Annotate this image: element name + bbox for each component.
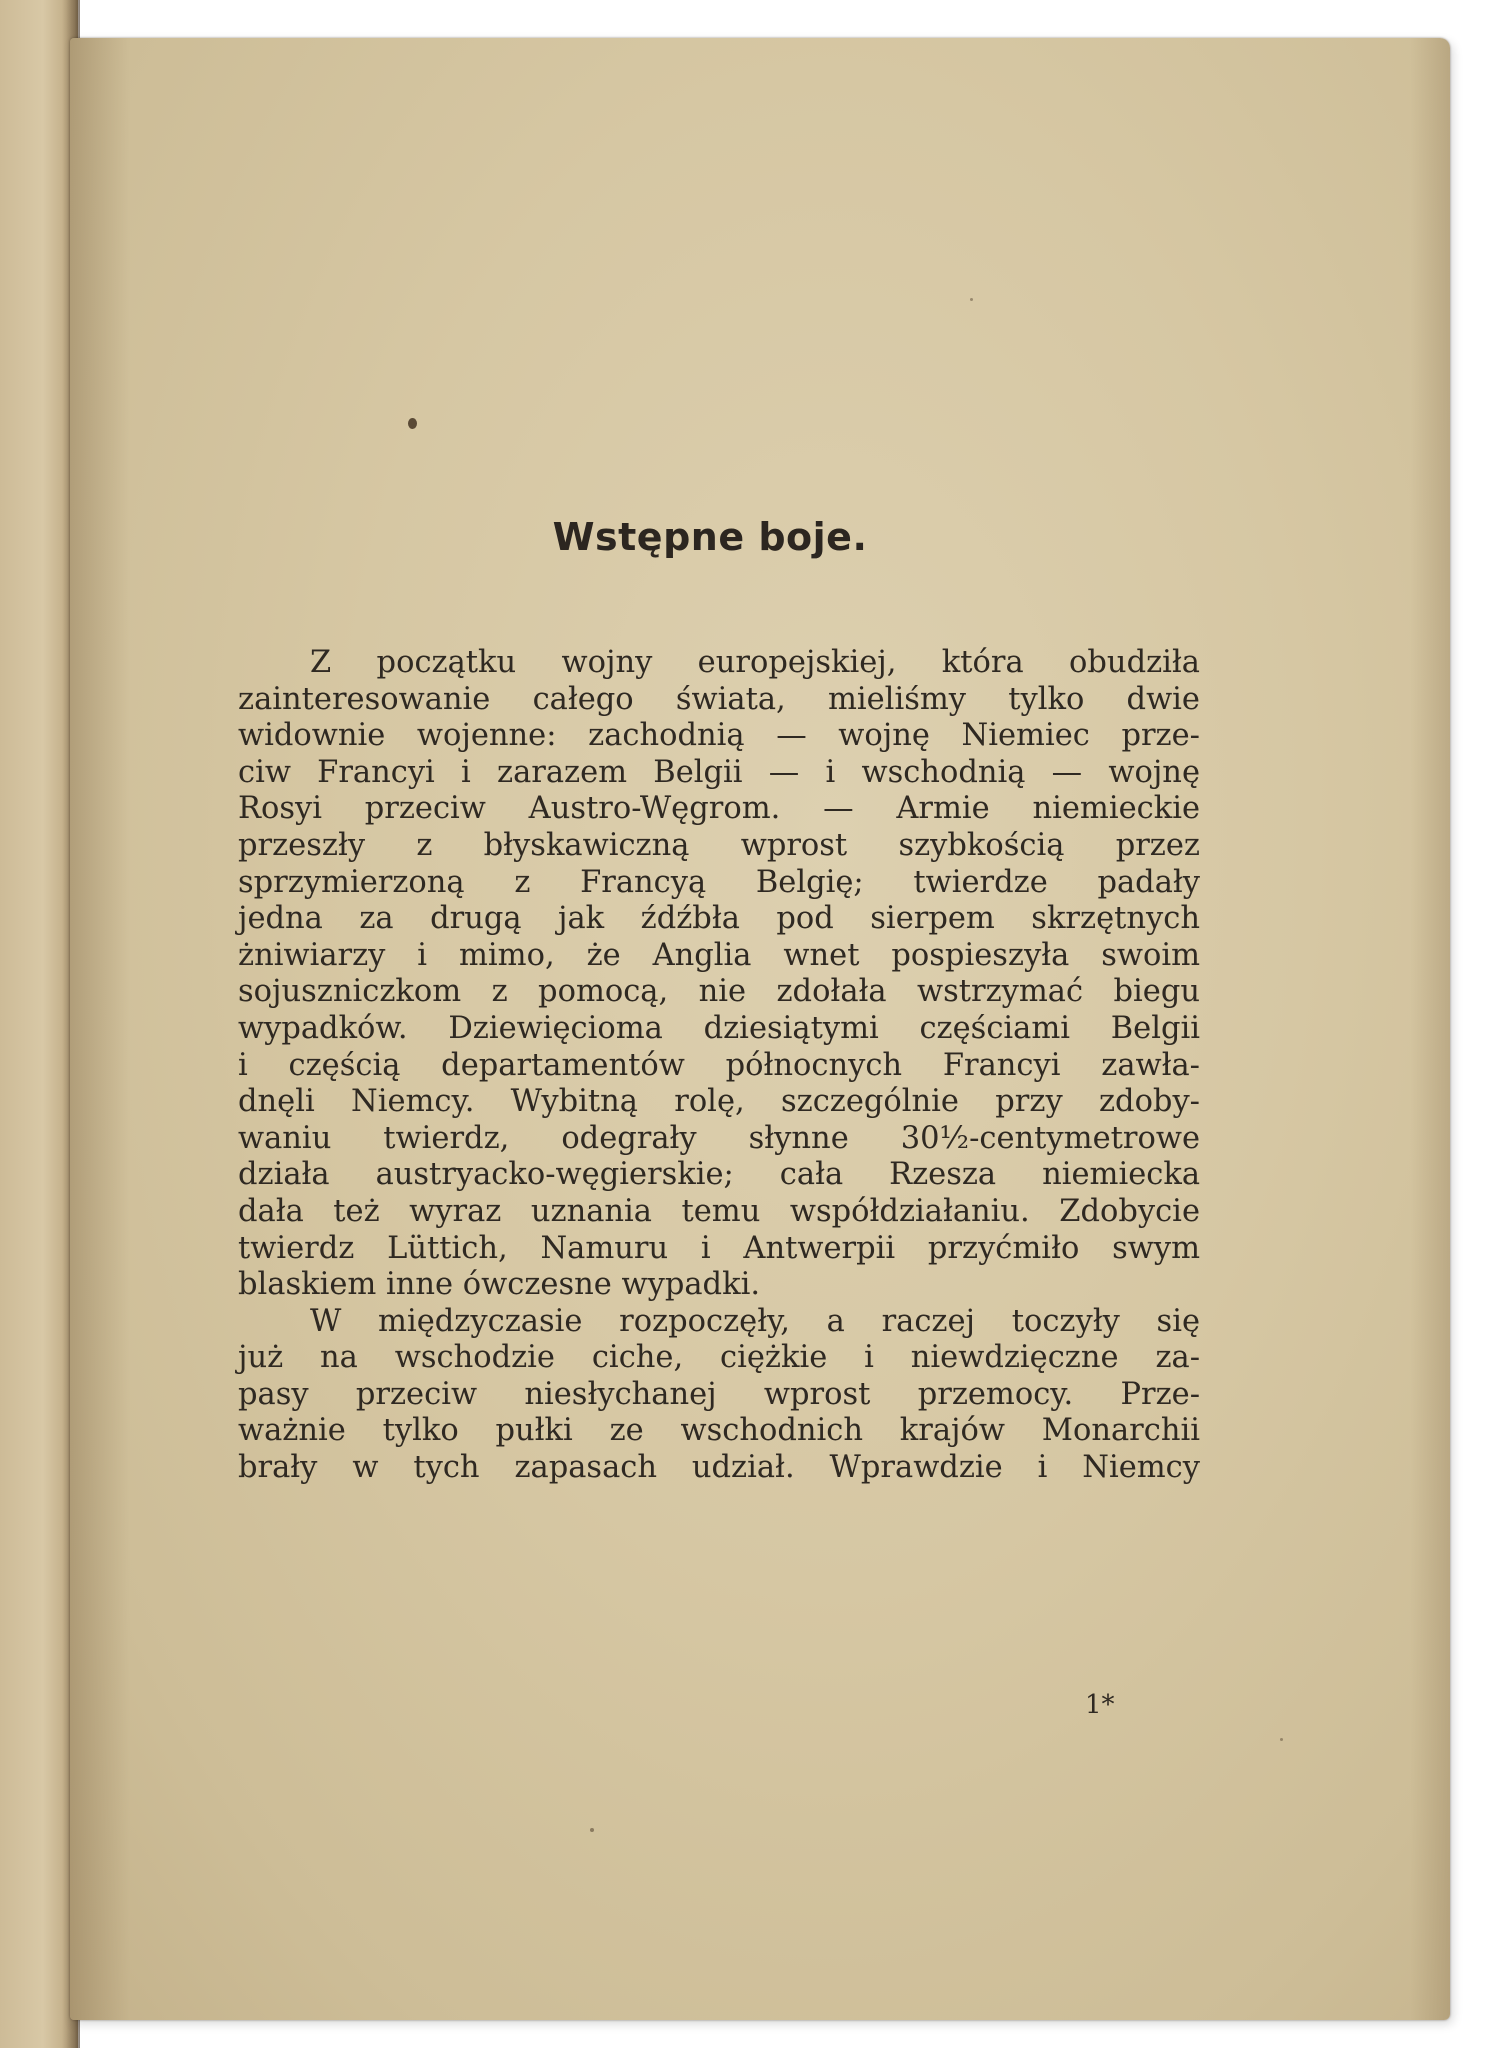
text-line: ważnie tylko pułki ze wschodnich krajów Monarchii	[238, 1413, 1200, 1449]
text-line: brały w tych zapasach udział. Wprawdzie i Niemcy	[238, 1450, 1200, 1486]
paper-speck	[970, 298, 973, 301]
text-line: jedna za drugą jak źdźbła pod sierpem skrzętnych	[238, 901, 1200, 937]
text-line: i częścią departamentów północnych Francyi zawła-	[238, 1047, 1200, 1083]
text-line: widownie wojenne: zachodnią — wojnę Niemiec prze-	[238, 718, 1200, 754]
text-line: sojuszniczkom z pomocą, nie zdołała wstrzymać biegu	[238, 974, 1200, 1010]
page-gutter-shade	[70, 38, 130, 2020]
text-line: dała też wyraz uznania temu współdziałaniu. Zdobycie	[238, 1193, 1200, 1229]
text-line: zainteresowanie całego świata, mieliśmy tylko dwie	[238, 681, 1200, 717]
signature-mark: 1*	[1085, 1690, 1115, 1720]
text-line: sprzymierzoną z Francyą Belgię; twierdze padały	[238, 864, 1200, 900]
text-line: Rosyi przeciw Austro-Węgrom. — Armie niemieckie	[238, 791, 1200, 827]
text-line: pasy przeciw niesłychanej wprost przemocy. Prze-	[238, 1376, 1200, 1412]
text-line: już na wschodzie ciche, ciężkie i niewdzięczne za-	[238, 1340, 1200, 1376]
text-line: Z początku wojny europejskiej, która obudziła	[310, 645, 1200, 680]
text-line: żniwiarzy i mimo, że Anglia wnet pospieszyła swoim	[238, 937, 1200, 973]
text-line: ciw Francyi i zarazem Belgii — i wschodnią — wojnę	[238, 754, 1200, 790]
text-line: twierdz Lüttich, Namuru i Antwerpii przyćmiło swym	[238, 1230, 1200, 1266]
text-line: waniu twierdz, odegrały słynne 30½-centymetrowe	[238, 1120, 1200, 1156]
paper-speck	[408, 418, 417, 429]
text-line: wypadków. Dziewięcioma dziesiątymi częściami Belgii	[238, 1010, 1200, 1046]
body-text	[238, 645, 1200, 1487]
text-line: dnęli Niemcy. Wybitną rolę, szczególnie przy zdoby-	[238, 1084, 1200, 1120]
paper-speck	[1280, 1738, 1283, 1741]
text-line: przeszły z błyskawiczną wprost szybkością przez	[238, 827, 1200, 863]
page-edge-shade	[1410, 38, 1450, 2020]
chapter-title: Wstępne boje.	[552, 515, 868, 559]
text-line: blaskiem inne ówczesne wypadki.	[238, 1267, 761, 1303]
text-line: W międzyczasie rozpoczęły, a raczej toczyły się	[310, 1303, 1200, 1339]
paper-speck	[590, 1828, 594, 1832]
text-line: działa austryacko-węgierskie; cała Rzesza niemiecka	[238, 1157, 1200, 1193]
